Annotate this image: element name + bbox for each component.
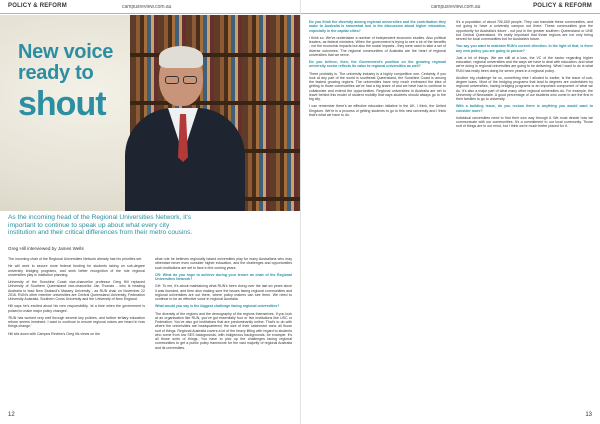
section-label: POLICY & REFORM [8, 3, 67, 9]
portrait-subject [125, 50, 245, 211]
right-body [309, 20, 593, 397]
left-header [0, 0, 300, 14]
left-body [8, 257, 292, 397]
byline: Greg Hill interviewed by James Wells [8, 246, 84, 251]
right-header [301, 0, 600, 14]
website-label: campusreview.com.au [431, 3, 481, 10]
website-label: campusreview.com.au [122, 3, 172, 10]
left-column-2: what role he believes regionally based universities play for many Australians who may otherwise never even consider higher education, and the challenges and opportunities such institutions are set to face in the coming years. CR: What do you hope to achieve during your tenure as chair of the Regional Universities Network? GH: To me, it's about maintaining what RUN's been doing over the last six years since it was founded, and then also making sure the issues facing regional communities and regional universities are out there, where policy makers can see them. We need to continue to be an effective voice in regional Australia. What would you say is the biggest challenge facing regional universities? The diversity of the regions and the demography of the regions themselves. If you look at an organisation like RUN, you've got essentially four or five institutions like USC or Federation. You've also got institutions that are predominantly online. That's to do with where the universities are headquartered; the size of their catchment area; all those sort of things. Regional Australia covers a lot of the heavy lifting with regard to students who come from low SES backgrounds, with Indigenous backgrounds, for example. It's all those sorts of things. You have to pick up the challenges facing regional communities to get a public policy framework for the vast majority of regional Australia and its universities. [155, 257, 292, 350]
right-column-1: Do you think the diversity among regional universities and the contribution they make to Australia is somewhat lost in the discussion about higher education, especially in the capital cities? I think so. We've undertaken a number of independent economic studies. Also political leaders, as federal ministers. When the government is trying to see a lot of the benefits - not the economic impacts but also the social impacts - they were used to take a set of diverse outcomes. The regional communities of Australia are the heart of regional universities that we serve. Do you believe, then, the Government's position on the growing regional university sector reflects its value to regional universities as well? There probably is. The university industry is a highly competitive one. Certainly, if you look at any part of the world in southeast Queensland, the Sunshine Coast is among the fastest growing regions. The universities have very much embraced the idea of getting to those communities we've had a big share of and we have had to continue to collaborate and extend the opportunities. Regional universities in Australia are set to leave behind this model of student mobility that says students should always go to the big city. I can remember there's an effective education initiative in the UK, I think, the United Kingdom. We're in a process of getting students to go to this new university and I think that's what we have to do. [309, 20, 446, 117]
standfirst: As the incoming head of the Regional Universities Network, it's important to continue to speak up about what every city institution and their critical differences from their metro cousins. [8, 214, 193, 237]
right-page [300, 0, 600, 424]
headline: New voice ready to [18, 41, 114, 84]
right-column-2: It's a population of about 700,000 people. They can translate these communities, and not going to have a university campus out there. These communities give the opportunity for Australia's future - not just in the greater southern Queensland or UNE but Central Queensland. It's really important that those regions are not only being served for local communities but for Australia's future. You say you want to maintain RUN's current direction. In the light of that, is there any new policy you are going to pursue? Just a lot of things. We are still at a loss, the VC of the sector regarding higher education, regional universities and the ways we have to deal with education, and what we're doing in regional universities are going to be delivering. What I want to do is what RUN has really been doing for seven years in a regional policy. Another big challenge for us, something else I alluded to earlier, is the issue of sub-degree loans. Most of the bridging programs that lead to degrees are undertaken by regional universities, having bridging programs is an important component of what we do. It's also a major part of what many other regional universities do. For example, the University of Newcastle. A good percentage of our students who come in are the first in their families to go to university. With a building issue, do you reckon there is anything you would want to consider more? Individual universities need to find their own way through it. We must decide how we communicate with our communities. It's a commitment to our local community. Those sort of things are in our mind, but I think we're much better placed for it. [456, 20, 593, 129]
headline-shout: shout [18, 85, 106, 123]
left-column-1: The incoming chair of the Regional Universities Network already has his priorities set. He will work to secure more federal funding for students taking on sub-degree university bridging programs, and seek better recognition of the role regional universities play in institution planning. University of the Sunshine Coast vice-chancellor professor Greg Hill replaced University of Southern Queensland vice-chancellor Jan Thomas - who is heading Australia to lead New Zealand's Massey University - as RUN chair on November 22 2016. RUN's other member universities are Central Queensland University, Federation University Australia, Southern Cross University and the University of New England. Hill says he's excited about his new responsibility, 'at a time when the government is poised to make major policy changes'. 'RUN has worked very well through several key policies, and further tertiary education reform seems imminent. I want to continue to ensure regional voices are heard in how things change.' Hill sits down with Campus Review's Greg Ills views on the [8, 257, 145, 336]
page-number: 13 [585, 412, 592, 418]
page-number: 12 [8, 412, 15, 418]
section-label: POLICY & REFORM [533, 3, 592, 9]
